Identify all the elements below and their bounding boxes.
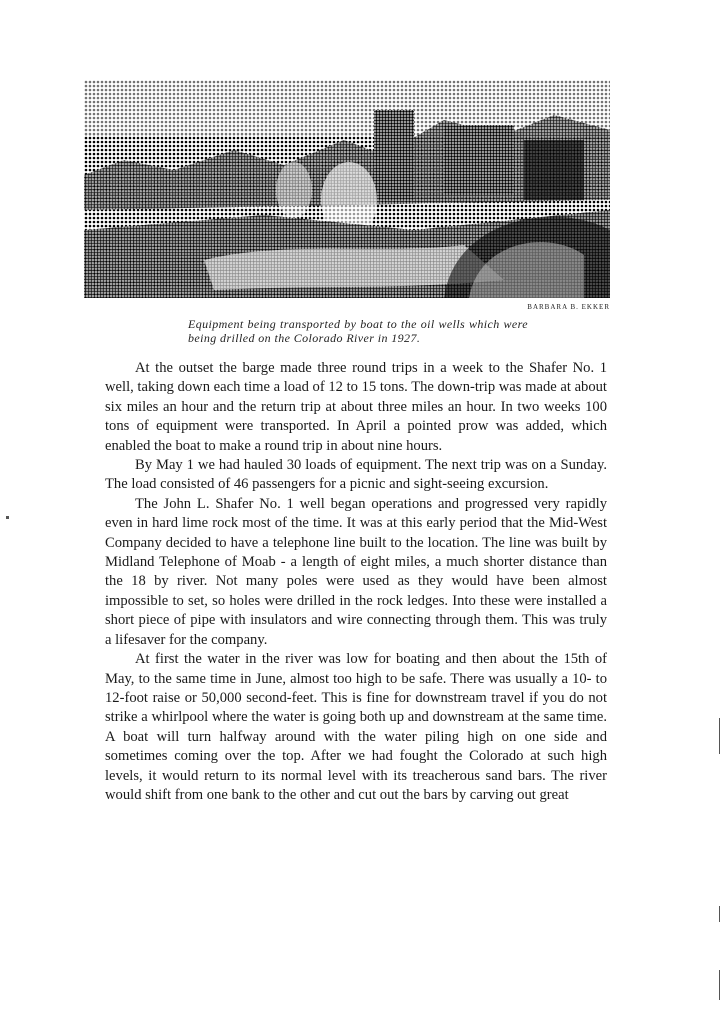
paragraph-3: The John L. Shafer No. 1 well began operations and progressed very rapidly even in hard lime rock most of the time. It was at this early period that the Mid-West Company decided to have a telephone line built to the location. The line was built by Midland Telephone of Moab - a length of eight miles, a much shorter distance than the 18 by river. Not many poles were used as they would have been almost impossible to set, so holes were drilled in the rock ledges. Into these were installed a short piece of pipe with insulators and wire connecting through them. This was truly a lifesaver for the company. [105,495,607,648]
scan-mark [719,906,720,922]
paragraph-1: At the outset the barge made three round trips in a week to the Shafer No. 1 well, taking down each time a load of 12 to 15 tons. The down-trip was made at about six miles an hour and the return trip at about three miles an hour. In two weeks 100 tons of equipment were transported. In April a pointed prow was added, which enabled the boat to make a round trip in about nine hours. [105,360,607,454]
boat-equipment-photo [84,80,610,298]
scan-speck [6,516,9,519]
paragraph-4: At first the water in the river was low for boating and then about the 15th of May, to the same time in June, almost too high to be safe. There was usually a 10- to 12-foot raise or 50,000 second-feet. This is fine for downstream travel if you do not strike a whirlpool where the water is going both up and downstream at the same time. A boat will turn halfway around with the water piling high on one side and sometimes coming over the top. After we had fought the Colorado at such high levels, it would return to its normal level with its treacherous sand bars. The river would shift from one bank to the other and cut out the bars by carving out great [105,651,607,803]
photo-caption: Equipment being transported by boat to the oil wells which were being drilled on the Colorado River in 1927. [188,317,528,345]
photo-credit: BARBARA B. EKKER [527,303,610,311]
body-text [105,359,607,805]
paragraph-2: By May 1 we had hauled 30 loads of equipment. The next trip was on a Sunday. The load consisted of 46 passengers for a picnic and sight-seeing excursion. [105,457,607,493]
scan-mark [719,970,720,1000]
scan-mark [719,718,720,754]
